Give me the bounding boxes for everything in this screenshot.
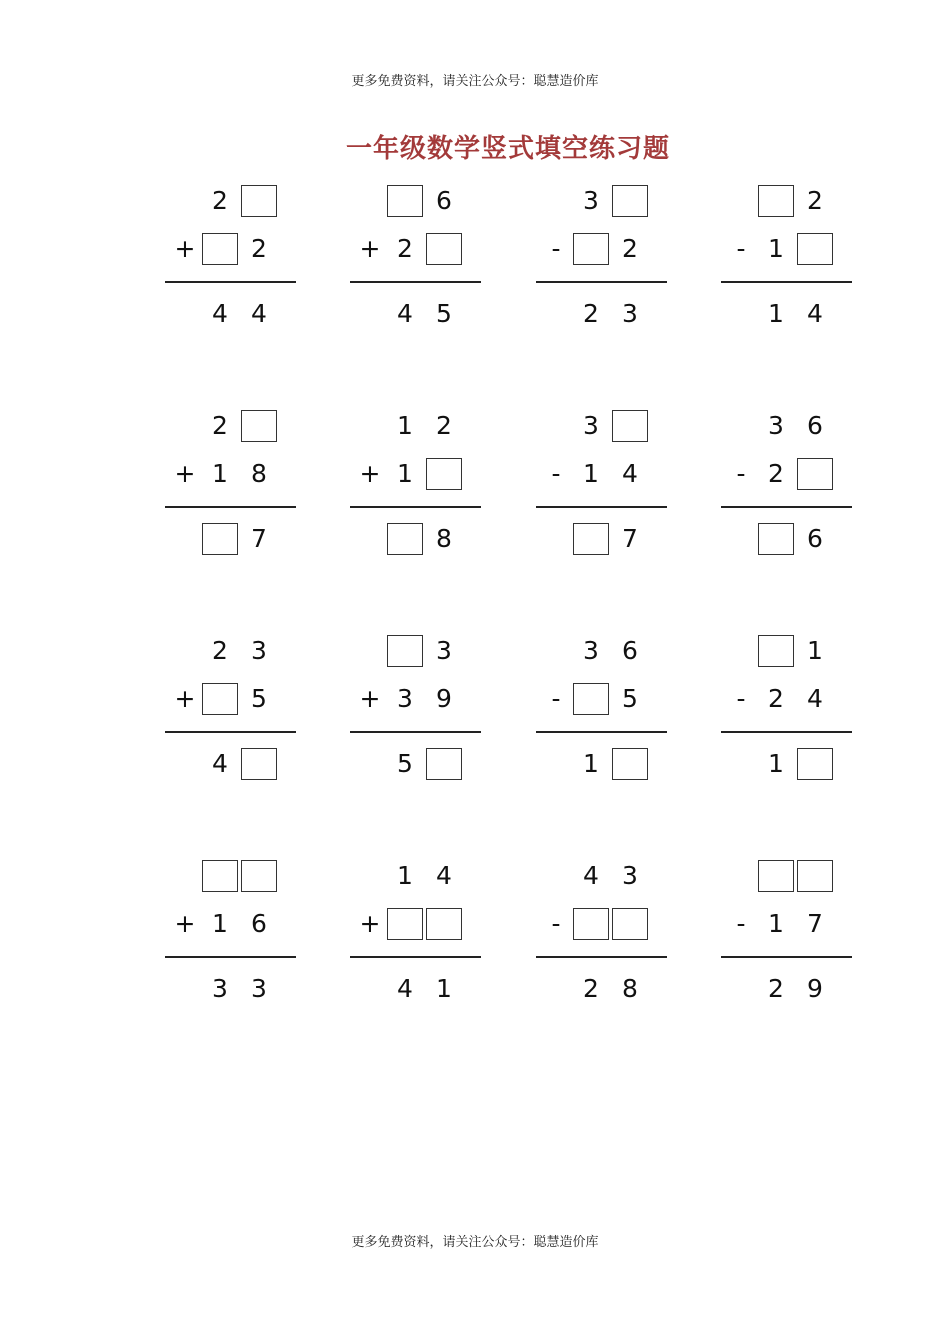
digit: 1	[212, 459, 228, 488]
digit: 4	[807, 299, 823, 328]
digit: 9	[807, 974, 823, 1003]
digit: 1	[397, 459, 413, 488]
problem-9	[165, 635, 315, 785]
answer-box[interactable]	[612, 410, 648, 442]
plus-sign: +	[174, 234, 196, 263]
digit: 3	[768, 411, 784, 440]
plus-sign: +	[359, 909, 381, 938]
bottom-number	[350, 458, 500, 490]
answer-box[interactable]	[758, 860, 794, 892]
digit: 4	[397, 299, 413, 328]
digit: 9	[436, 684, 452, 713]
digit: 8	[436, 524, 452, 553]
top-number	[721, 635, 871, 667]
problem-3	[536, 185, 686, 335]
minus-sign: -	[736, 234, 746, 263]
sum-line	[165, 506, 296, 508]
answer-box[interactable]	[573, 523, 609, 555]
sum-line	[165, 731, 296, 733]
digit: 2	[583, 974, 599, 1003]
sum-line	[536, 281, 667, 283]
digit: 4	[807, 684, 823, 713]
digit: 4	[583, 861, 599, 890]
bottom-number	[536, 458, 686, 490]
digit: 2	[397, 234, 413, 263]
problem-12	[721, 635, 871, 785]
answer-box[interactable]	[241, 410, 277, 442]
bottom-number	[350, 908, 500, 940]
digit: 2	[251, 234, 267, 263]
sum-line	[165, 281, 296, 283]
answer-box[interactable]	[241, 185, 277, 217]
digit: 6	[807, 411, 823, 440]
digit: 2	[583, 299, 599, 328]
result-number	[165, 748, 315, 780]
bottom-number	[721, 233, 871, 265]
answer-box[interactable]	[797, 748, 833, 780]
top-number	[536, 635, 686, 667]
minus-sign: -	[551, 234, 561, 263]
digit: 3	[622, 299, 638, 328]
digit: 8	[251, 459, 267, 488]
plus-sign: +	[174, 909, 196, 938]
answer-box[interactable]	[426, 748, 462, 780]
answer-box[interactable]	[202, 233, 238, 265]
top-number	[350, 860, 500, 892]
top-number	[350, 635, 500, 667]
digit: 1	[583, 749, 599, 778]
sum-line	[721, 281, 852, 283]
digit: 2	[807, 186, 823, 215]
answer-box[interactable]	[758, 635, 794, 667]
digit: 7	[251, 524, 267, 553]
answer-box[interactable]	[573, 683, 609, 715]
minus-sign: -	[736, 459, 746, 488]
digit: 3	[251, 974, 267, 1003]
answer-box[interactable]	[797, 233, 833, 265]
answer-box[interactable]	[573, 908, 609, 940]
result-number	[536, 748, 686, 780]
digit: 6	[807, 524, 823, 553]
result-number	[165, 298, 315, 330]
bottom-number	[165, 683, 315, 715]
minus-sign: -	[551, 459, 561, 488]
minus-sign: -	[736, 909, 746, 938]
top-number	[721, 410, 871, 442]
result-number	[350, 298, 500, 330]
digit: 6	[436, 186, 452, 215]
problem-5	[165, 410, 315, 560]
sum-line	[721, 731, 852, 733]
result-number	[350, 523, 500, 555]
bottom-number	[721, 458, 871, 490]
answer-box[interactable]	[573, 233, 609, 265]
sum-line	[536, 956, 667, 958]
result-number	[536, 973, 686, 1005]
digit: 3	[436, 636, 452, 665]
result-number	[350, 973, 500, 1005]
digit: 5	[436, 299, 452, 328]
bottom-number	[350, 683, 500, 715]
plus-sign: +	[359, 684, 381, 713]
sum-line	[536, 506, 667, 508]
digit: 8	[622, 974, 638, 1003]
digit: 5	[397, 749, 413, 778]
result-number	[536, 523, 686, 555]
digit: 3	[583, 411, 599, 440]
digit: 5	[251, 684, 267, 713]
plus-sign: +	[359, 459, 381, 488]
bottom-number	[350, 233, 500, 265]
sum-line	[536, 731, 667, 733]
result-number	[536, 298, 686, 330]
answer-box[interactable]	[426, 908, 462, 940]
page-title: 一年级数学竖式填空练习题	[345, 134, 670, 164]
digit: 4	[397, 974, 413, 1003]
result-number	[165, 523, 315, 555]
digit: 3	[251, 636, 267, 665]
digit: 6	[251, 909, 267, 938]
top-number	[165, 860, 315, 892]
answer-box[interactable]	[612, 185, 648, 217]
sum-line	[350, 731, 481, 733]
digit: 2	[768, 974, 784, 1003]
top-number	[721, 185, 871, 217]
top-number	[165, 635, 315, 667]
top-number	[536, 185, 686, 217]
minus-sign: -	[551, 909, 561, 938]
sum-line	[721, 956, 852, 958]
digit: 4	[212, 749, 228, 778]
problem-13	[165, 860, 315, 1010]
result-number	[350, 748, 500, 780]
answer-box[interactable]	[758, 523, 794, 555]
top-number	[165, 185, 315, 217]
answer-box[interactable]	[202, 523, 238, 555]
digit: 1	[768, 909, 784, 938]
header-note: 更多免费资料，请关注公众号：聪慧造价库	[351, 74, 599, 89]
answer-box[interactable]	[612, 908, 648, 940]
problem-14	[350, 860, 500, 1010]
digit: 2	[212, 186, 228, 215]
answer-box[interactable]	[202, 860, 238, 892]
digit: 3	[622, 861, 638, 890]
problem-15	[536, 860, 686, 1010]
digit: 3	[583, 636, 599, 665]
result-number	[721, 298, 871, 330]
digit: 1	[583, 459, 599, 488]
problem-1	[165, 185, 315, 335]
digit: 1	[768, 234, 784, 263]
answer-box[interactable]	[426, 233, 462, 265]
problem-7	[536, 410, 686, 560]
sum-line	[165, 956, 296, 958]
result-number	[165, 973, 315, 1005]
result-number	[721, 748, 871, 780]
digit: 1	[212, 909, 228, 938]
digit: 1	[768, 749, 784, 778]
answer-box[interactable]	[426, 458, 462, 490]
digit: 7	[622, 524, 638, 553]
answer-box[interactable]	[387, 185, 423, 217]
answer-box[interactable]	[797, 458, 833, 490]
minus-sign: -	[736, 684, 746, 713]
top-number	[536, 860, 686, 892]
answer-box[interactable]	[387, 908, 423, 940]
answer-box[interactable]	[387, 635, 423, 667]
bottom-number	[165, 233, 315, 265]
bottom-number	[536, 233, 686, 265]
digit: 3	[397, 684, 413, 713]
answer-box[interactable]	[612, 748, 648, 780]
bottom-number	[165, 908, 315, 940]
bottom-number	[721, 683, 871, 715]
top-number	[721, 860, 871, 892]
problem-2	[350, 185, 500, 335]
digit: 2	[768, 459, 784, 488]
footer-note: 更多免费资料，请关注公众号：聪慧造价库	[351, 1235, 599, 1250]
digit: 7	[807, 909, 823, 938]
top-number	[165, 410, 315, 442]
digit: 3	[212, 974, 228, 1003]
sum-line	[350, 956, 481, 958]
problem-8	[721, 410, 871, 560]
problem-6	[350, 410, 500, 560]
digit: 5	[622, 684, 638, 713]
answer-box[interactable]	[797, 860, 833, 892]
digit: 1	[768, 299, 784, 328]
digit: 2	[436, 411, 452, 440]
digit: 2	[212, 411, 228, 440]
digit: 4	[436, 861, 452, 890]
top-number	[350, 185, 500, 217]
answer-box[interactable]	[758, 185, 794, 217]
plus-sign: +	[359, 234, 381, 263]
answer-box[interactable]	[387, 523, 423, 555]
sum-line	[350, 506, 481, 508]
digit: 2	[768, 684, 784, 713]
sum-line	[721, 506, 852, 508]
problem-16	[721, 860, 871, 1010]
digit: 1	[397, 861, 413, 890]
digit: 1	[436, 974, 452, 1003]
top-number	[536, 410, 686, 442]
digit: 1	[807, 636, 823, 665]
bottom-number	[721, 908, 871, 940]
bottom-number	[536, 683, 686, 715]
digit: 3	[583, 186, 599, 215]
answer-box[interactable]	[241, 860, 277, 892]
bottom-number	[536, 908, 686, 940]
result-number	[721, 973, 871, 1005]
digit: 1	[397, 411, 413, 440]
problem-10	[350, 635, 500, 785]
top-number	[350, 410, 500, 442]
problem-11	[536, 635, 686, 785]
digit: 4	[622, 459, 638, 488]
minus-sign: -	[551, 684, 561, 713]
digit: 2	[212, 636, 228, 665]
digit: 4	[212, 299, 228, 328]
problem-4	[721, 185, 871, 335]
digit: 6	[622, 636, 638, 665]
answer-box[interactable]	[202, 683, 238, 715]
answer-box[interactable]	[241, 748, 277, 780]
plus-sign: +	[174, 684, 196, 713]
digit: 2	[622, 234, 638, 263]
bottom-number	[165, 458, 315, 490]
sum-line	[350, 281, 481, 283]
plus-sign: +	[174, 459, 196, 488]
digit: 4	[251, 299, 267, 328]
result-number	[721, 523, 871, 555]
